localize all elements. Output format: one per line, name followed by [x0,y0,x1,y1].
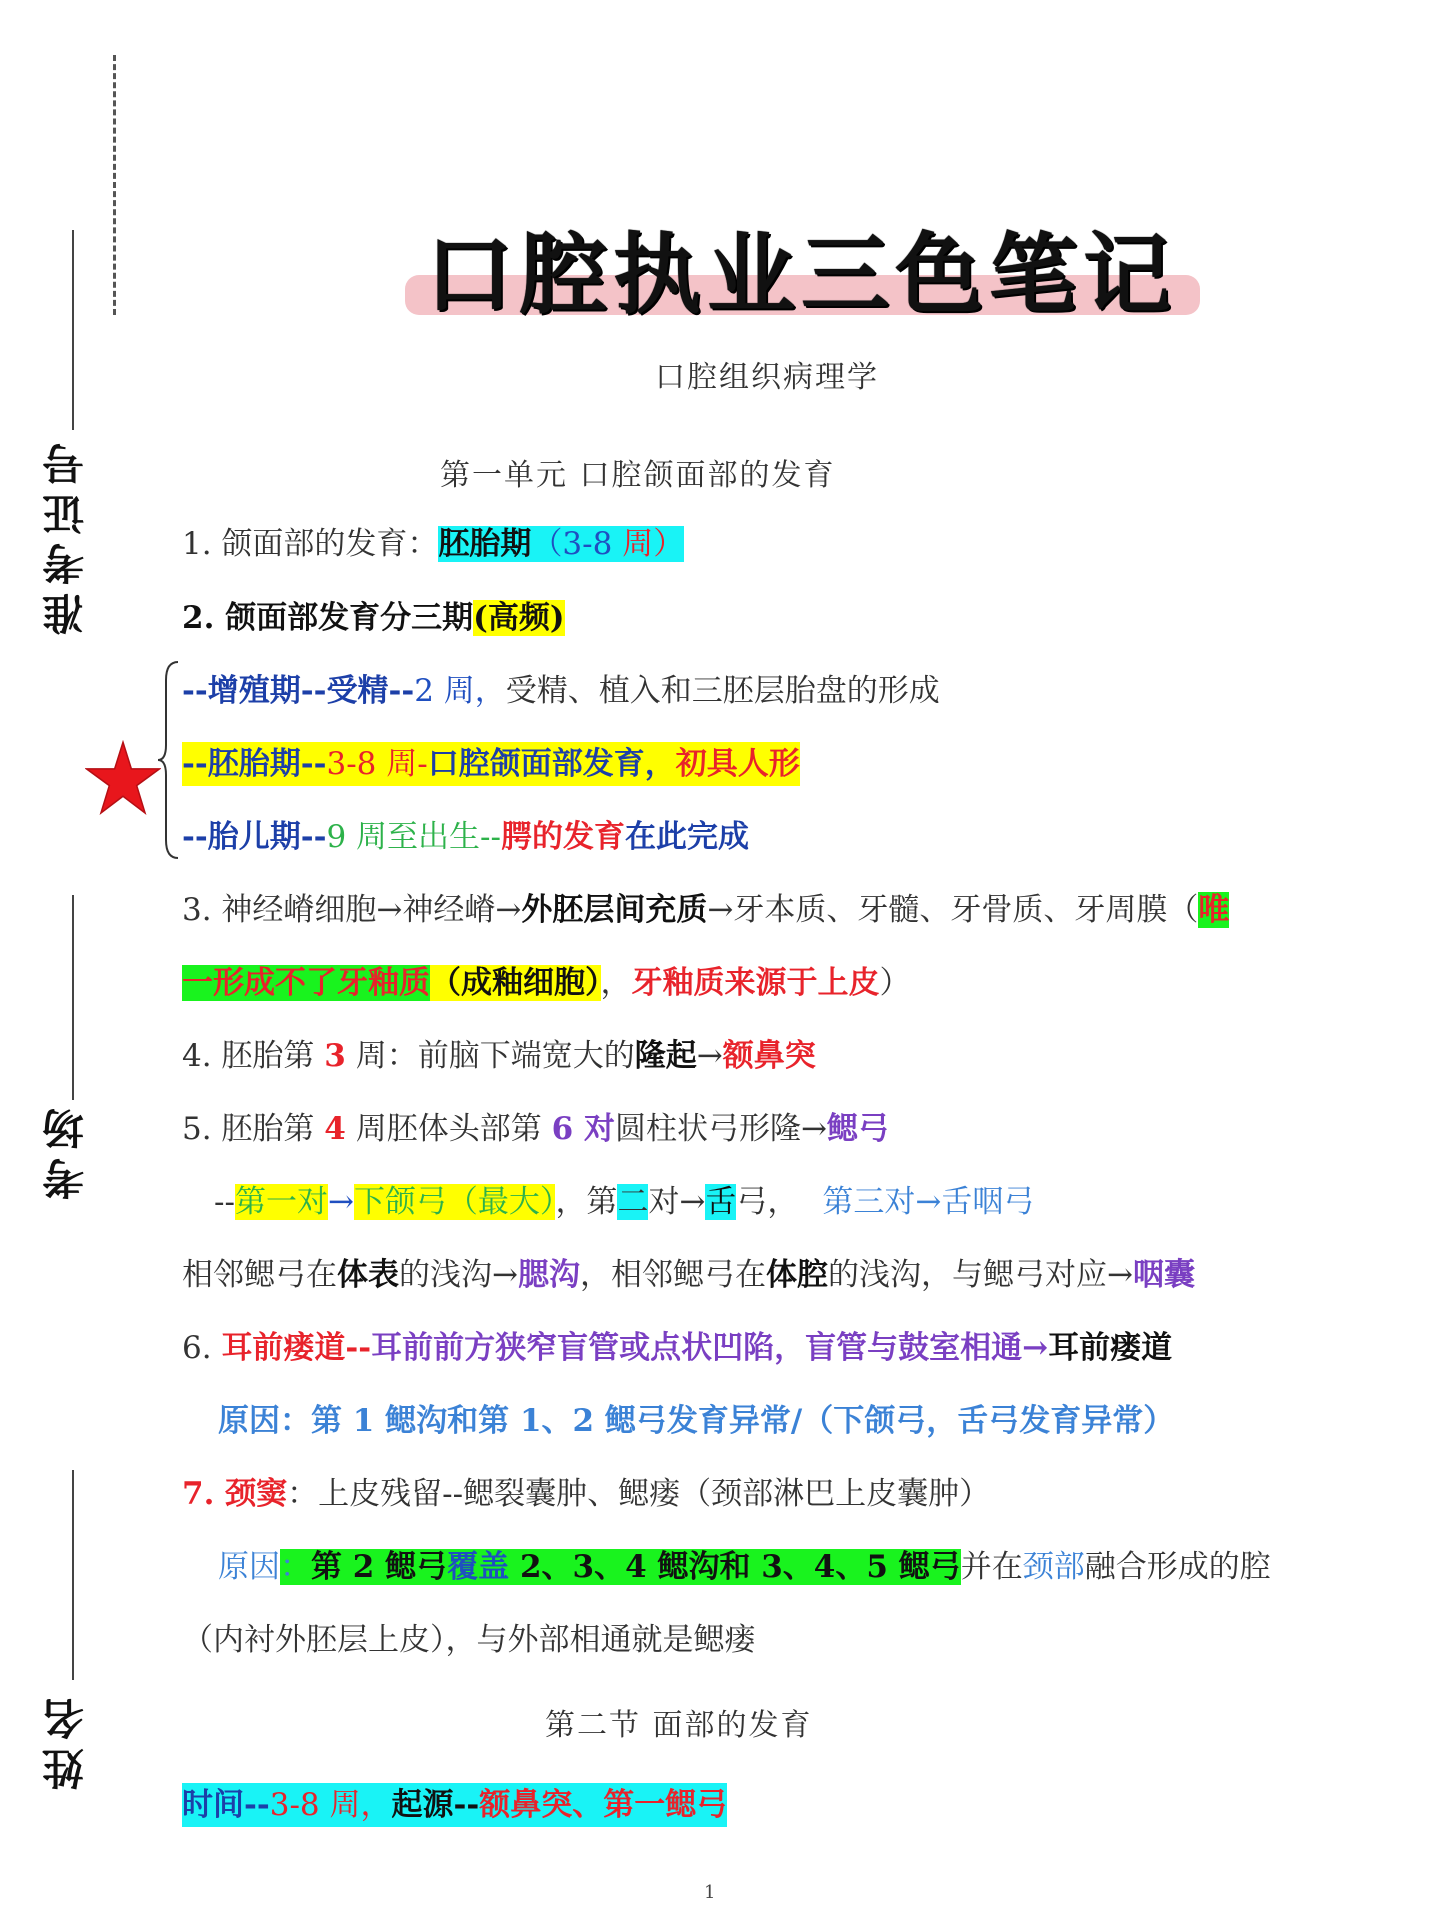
l12-c: 耳前前方狭窄盲管或点状凹陷，盲管与鼓室相通→ [371,1330,1049,1366]
l2-text: 2. 颌面部发育分三期 [182,600,474,636]
l1-hl-a: 胚胎期 [438,526,532,562]
line-17 [182,1783,727,1827]
line-10 [214,1180,1034,1224]
l10-g: 对→ [648,1184,706,1220]
l15-a: 原因 [218,1549,280,1585]
l7-c: ， [600,965,632,1001]
l17-a: 时间-- [182,1787,270,1823]
l13-a: 原因：第 1 鳃沟和第 1、2 鳃弓发育异常/（下颌弓，舌弓发育异常） [218,1403,1175,1439]
star-icon [85,740,161,816]
l7-b: （成釉细胞） [430,965,601,1001]
l10-b: 第一对 [234,1184,328,1220]
l15-c: 第 2 鳃弓 [311,1549,448,1585]
l10-h: 舌 [705,1184,737,1220]
l8-b: 3 [324,1038,346,1074]
l6-a: 3. 神经嵴细胞→神经嵴→ [182,892,522,928]
l14-b: ： [287,1476,319,1512]
l15-d: 覆盖 [447,1549,510,1585]
margin-line-name [72,1470,74,1680]
line-7 [182,961,911,1005]
l10-d: 下颌弓（最大） [353,1184,556,1220]
line-8 [182,1034,816,1078]
l11-h: 咽囊 [1132,1257,1195,1293]
margin-line-exam-id [72,230,74,430]
name-label: 姓名 [41,1690,90,1790]
l17-b: 3-8 周， [269,1787,392,1823]
l9-b: 4 [324,1111,346,1147]
l3-a: --增殖期--受精-- [182,673,415,709]
line-3 [182,669,940,713]
l8-e: → [696,1038,723,1074]
l11-e: ，相邻鳃弓在 [579,1257,766,1293]
l12-b: 耳前瘘道-- [221,1330,372,1366]
l10-c: → [327,1184,354,1220]
l15-b: ： [280,1549,311,1585]
line-6 [182,888,1229,932]
subtitle: 口腔组织病理学 [655,360,879,395]
l7-a: 一形成不了牙釉质 [182,965,430,1001]
exam-id-label: 准考证号 [41,435,90,635]
l3-c: 受精、植入和三胚层胎盘的形成 [505,673,940,709]
l16-a: （内衬外胚层上皮），与外部相通就是鳃瘘 [182,1622,756,1658]
l9-a: 5. 胚胎第 [182,1111,325,1147]
l14-a: 7. 颈窦 [182,1476,288,1512]
l15-g: 颈部 [1022,1549,1085,1585]
l4-c: 口腔颌面部发育， [427,746,676,782]
l9-e: 圆柱状弓形隆→ [614,1111,827,1147]
l8-f: 额鼻突 [722,1038,816,1074]
l6-d: 唯 [1198,892,1230,928]
l11-f: 体腔 [765,1257,828,1293]
l6-b: 外胚层间充质 [521,892,708,928]
l7-d: 牙釉质来源于上皮 [631,965,880,1001]
unit-heading: 第一单元 口腔颌面部的发育 [440,458,836,493]
exam-room-label: 考场 [41,1100,90,1200]
line-9 [182,1107,889,1151]
l9-d: 6 对 [551,1111,615,1147]
l5-b: 9 周至出生-- [326,819,501,855]
l11-c: 的浅沟→ [399,1257,518,1293]
l1-hl-c: 周） [622,526,685,562]
l10-e: ，第 [555,1184,618,1220]
line-1 [182,522,684,566]
l8-c: 周：前脑下端宽大的 [345,1038,635,1074]
l2-hl: (高频) [473,600,565,636]
l12-d: 耳前瘘道 [1048,1330,1173,1366]
l5-c: 腭的发育 [501,819,625,855]
l11-d: 腮沟 [517,1257,580,1293]
l11-b: 体表 [337,1257,399,1293]
line-5 [182,815,749,859]
brace-icon [158,660,180,860]
line-4 [182,742,800,786]
l12-a: 6. [182,1330,222,1366]
line-16 [182,1618,756,1662]
l6-c: →牙本质、牙髓、牙骨质、牙周膜（ [707,892,1199,928]
l17-d: 额鼻突、第一鳃弓 [479,1787,728,1823]
line-15 [218,1545,1271,1589]
l3-b: 2 周， [414,673,506,709]
l8-a: 4. 胚胎第 [182,1038,325,1074]
l10-a: -- [214,1184,235,1220]
l11-g: 的浅沟，与鳃弓对应→ [827,1257,1133,1293]
line-13 [218,1399,1174,1443]
l15-f: 并在 [960,1549,1023,1585]
l10-i: 弓， [736,1184,799,1220]
line-12 [182,1326,1172,1370]
l14-c: 上皮残留--鳃裂囊肿、鳃瘘（颈部淋巴上皮囊肿） [318,1476,991,1512]
l4-d: 初具人形 [675,746,800,782]
l4-a: --胚胎期-- [182,746,327,782]
l11-a: 相邻鳃弓在 [182,1257,337,1293]
l10-j: 第三对→舌咽弓 [822,1184,1035,1220]
l1-hl-b: （3-8 [531,526,623,562]
l9-c: 周胚体头部第 [345,1111,552,1147]
l5-d: 在此完成 [625,819,749,855]
dashed-cut-line [113,55,116,315]
l4-b: 3-8 周- [326,746,428,782]
line-2 [182,596,565,640]
line-11 [182,1253,1195,1297]
l7-e: ） [879,965,911,1001]
l15-h: 融合形成的腔 [1084,1549,1271,1585]
margin-line-exam-room [72,895,74,1100]
page-title: 口腔执业三色笔记 [425,223,1178,326]
line-14 [182,1472,990,1516]
l1-prefix: 1. 颌面部的发育： [182,526,439,562]
l17-c: 起源-- [391,1787,480,1823]
l9-f: 鳃弓 [826,1111,889,1147]
title-block [405,205,1205,326]
l8-d: 隆起 [634,1038,697,1074]
l10-f: 二 [617,1184,649,1220]
l15-e: 2、3、4 鳃沟和 3、4、5 鳃弓 [509,1549,961,1585]
section-2-heading: 第二节 面部的发育 [545,1708,813,1743]
page-number: 1 [704,1882,716,1903]
l5-a: --胎儿期-- [182,819,327,855]
